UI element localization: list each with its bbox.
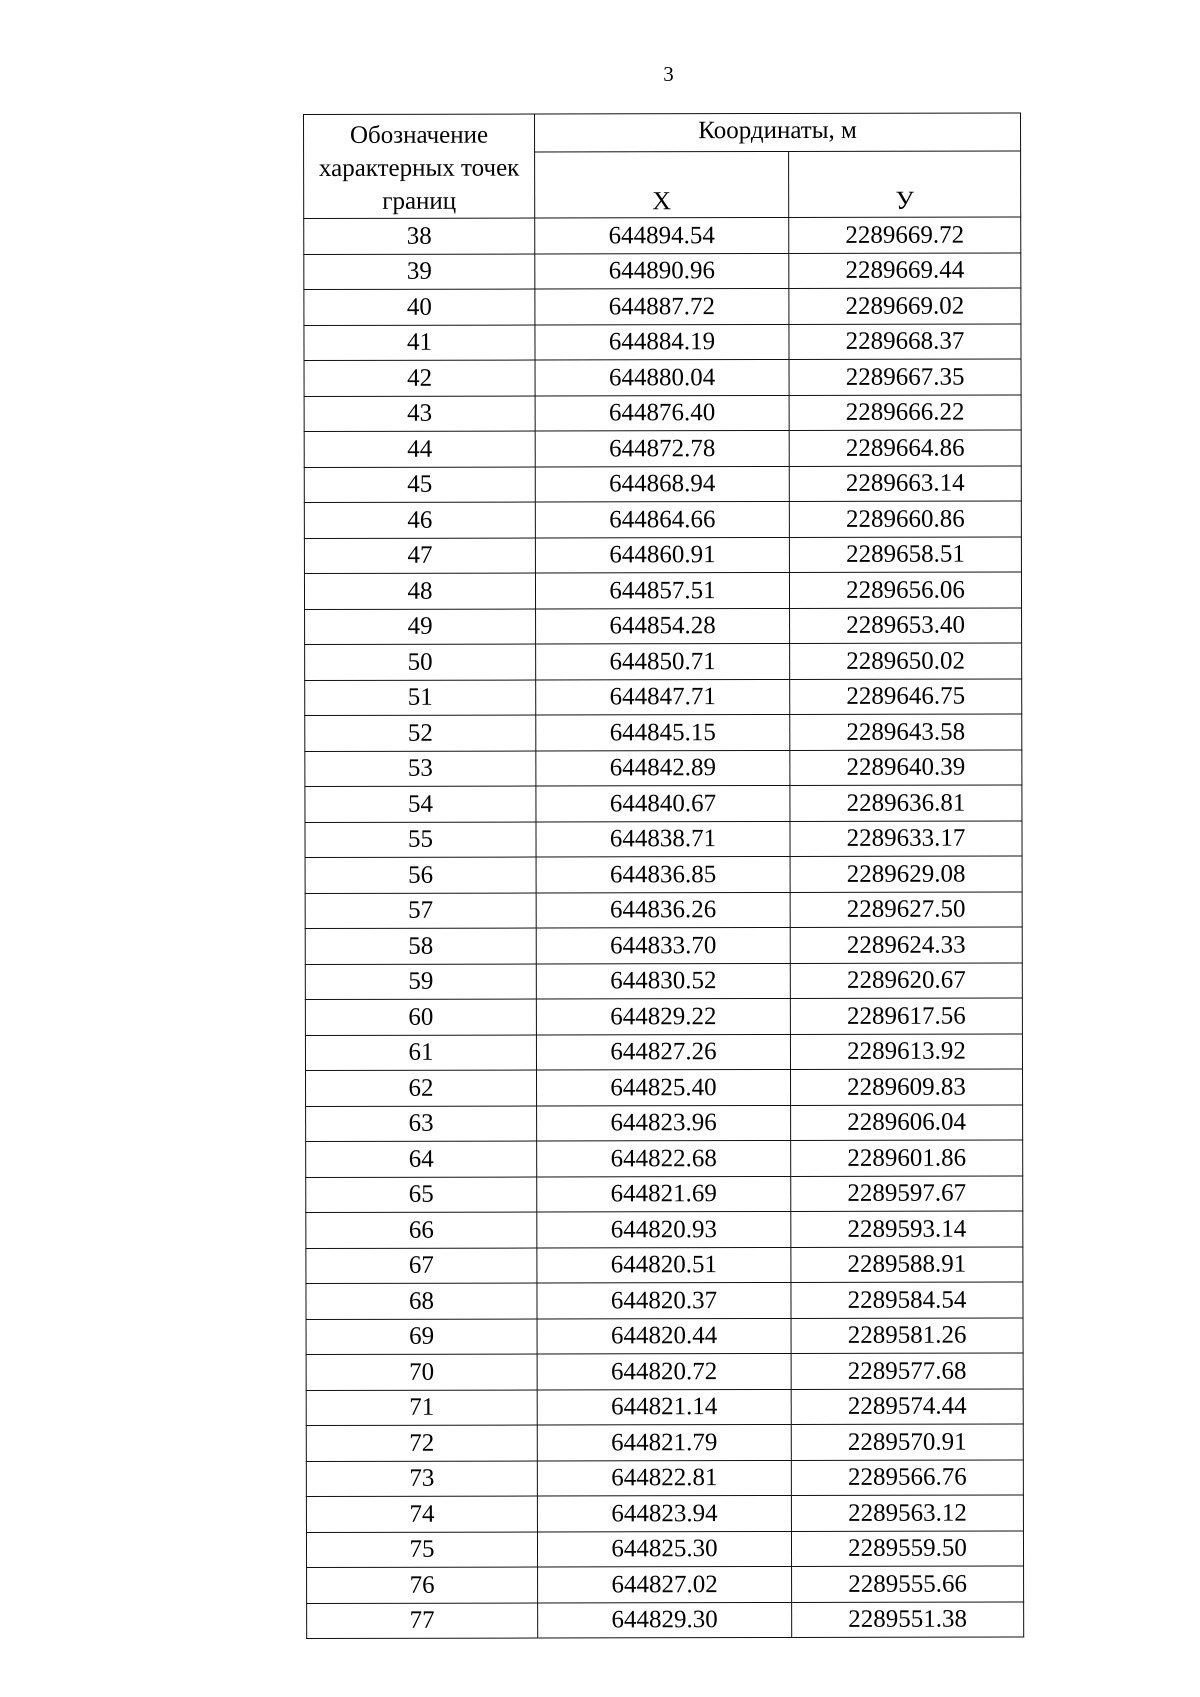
x-coordinate-cell: 644884.19 <box>535 324 789 360</box>
x-coordinate-cell: 644825.30 <box>537 1531 791 1567</box>
x-coordinate-cell: 644880.04 <box>535 359 789 395</box>
point-number-cell: 43 <box>304 396 535 432</box>
point-number-cell: 68 <box>306 1283 537 1319</box>
y-coordinate-cell: 2289668.37 <box>789 323 1021 359</box>
point-number-cell: 58 <box>305 928 536 964</box>
table-row <box>307 1601 1024 1638</box>
y-coordinate-cell: 2289563.12 <box>791 1495 1023 1531</box>
y-coordinate-cell: 2289584.54 <box>791 1282 1023 1318</box>
y-coordinate-cell: 2289551.38 <box>792 1601 1024 1637</box>
coordinates-header: Координаты, м <box>535 113 1021 152</box>
table-row <box>306 1140 1023 1177</box>
point-number-cell: 42 <box>304 360 535 396</box>
y-coordinate-cell: 2289581.26 <box>791 1317 1023 1353</box>
x-coordinate-cell: 644820.72 <box>537 1353 791 1389</box>
table-row <box>306 1069 1023 1106</box>
table-row <box>306 1353 1023 1390</box>
y-coordinate-cell: 2289669.02 <box>789 288 1021 324</box>
x-coordinate-cell: 644887.72 <box>535 288 789 324</box>
point-number-cell: 72 <box>306 1425 537 1461</box>
x-coordinate-cell: 644872.78 <box>535 430 789 466</box>
point-number-cell: 71 <box>306 1390 537 1426</box>
table-row <box>305 749 1022 786</box>
x-coordinate-cell: 644820.93 <box>537 1211 791 1247</box>
point-number-cell: 76 <box>307 1567 538 1603</box>
y-coordinate-cell: 2289574.44 <box>791 1388 1023 1424</box>
y-coordinate-header: У <box>789 151 1021 217</box>
y-coordinate-cell: 2289577.68 <box>791 1353 1023 1389</box>
point-number-cell: 56 <box>305 857 536 893</box>
point-number-cell: 39 <box>304 254 535 290</box>
y-coordinate-cell: 2289609.83 <box>791 1069 1023 1105</box>
y-coordinate-cell: 2289629.08 <box>790 856 1022 892</box>
y-coordinate-cell: 2289617.56 <box>790 998 1022 1034</box>
table-row <box>305 643 1022 680</box>
table-row <box>304 394 1021 431</box>
point-number-cell: 49 <box>305 609 536 645</box>
point-number-cell: 65 <box>306 1177 537 1213</box>
y-coordinate-cell: 2289658.51 <box>789 536 1021 572</box>
point-number-cell: 57 <box>305 893 536 929</box>
point-designation-header: Обозначение характерных точек границ <box>304 114 535 218</box>
table-row <box>305 714 1022 751</box>
x-coordinate-cell: 644860.91 <box>535 537 789 573</box>
y-coordinate-cell: 2289606.04 <box>791 1104 1023 1140</box>
x-coordinate-cell: 644823.96 <box>537 1105 791 1141</box>
y-coordinate-cell: 2289570.91 <box>791 1424 1023 1460</box>
x-coordinate-cell: 644827.02 <box>538 1566 792 1602</box>
y-coordinate-cell: 2289650.02 <box>790 643 1022 679</box>
point-number-cell: 77 <box>307 1603 538 1639</box>
table-row <box>304 501 1021 538</box>
x-coordinate-cell: 644821.14 <box>537 1389 791 1425</box>
table-row <box>305 607 1022 644</box>
x-coordinate-cell: 644845.15 <box>536 714 790 750</box>
table-row <box>305 962 1022 999</box>
x-coordinate-cell: 644825.40 <box>537 1069 791 1105</box>
table-row <box>306 1317 1023 1354</box>
table-row <box>305 785 1022 822</box>
table-row <box>306 1246 1023 1283</box>
table-row <box>305 891 1022 928</box>
table-row <box>306 1104 1023 1141</box>
y-coordinate-cell: 2289656.06 <box>789 572 1021 608</box>
point-number-cell: 63 <box>306 1106 537 1142</box>
point-number-cell: 54 <box>305 786 536 822</box>
point-number-cell: 70 <box>306 1354 537 1390</box>
x-coordinate-header: X <box>535 152 789 218</box>
y-coordinate-cell: 2289669.44 <box>789 252 1021 288</box>
x-coordinate-cell: 644827.26 <box>536 1034 790 1070</box>
table-row <box>304 252 1021 289</box>
point-number-cell: 55 <box>305 822 536 858</box>
point-number-cell: 40 <box>304 289 535 325</box>
point-number-cell: 44 <box>304 431 535 467</box>
y-coordinate-cell: 2289593.14 <box>791 1211 1023 1247</box>
y-coordinate-cell: 2289627.50 <box>790 891 1022 927</box>
x-coordinate-cell: 644820.51 <box>537 1247 791 1283</box>
x-coordinate-cell: 644829.30 <box>538 1602 792 1638</box>
x-coordinate-cell: 644821.69 <box>537 1176 791 1212</box>
y-coordinate-cell: 2289597.67 <box>791 1175 1023 1211</box>
table-row <box>305 1033 1022 1070</box>
point-number-cell: 66 <box>306 1212 537 1248</box>
y-coordinate-cell: 2289640.39 <box>790 749 1022 785</box>
y-coordinate-cell: 2289653.40 <box>790 607 1022 643</box>
x-coordinate-cell: 644854.28 <box>536 608 790 644</box>
point-number-cell: 60 <box>305 999 536 1035</box>
page-number: 3 <box>663 62 674 86</box>
table-row <box>305 856 1022 893</box>
point-number-cell: 51 <box>305 680 536 716</box>
y-coordinate-cell: 2289667.35 <box>789 359 1021 395</box>
point-number-cell: 61 <box>305 1035 536 1071</box>
point-number-cell: 67 <box>306 1248 537 1284</box>
y-coordinate-cell: 2289663.14 <box>789 465 1021 501</box>
y-coordinate-cell: 2289643.58 <box>790 714 1022 750</box>
table-row <box>304 288 1021 325</box>
table-row <box>305 820 1022 857</box>
table-row <box>304 359 1021 396</box>
x-coordinate-cell: 644850.71 <box>536 643 790 679</box>
y-coordinate-cell: 2289636.81 <box>790 785 1022 821</box>
table-row <box>306 1211 1023 1248</box>
table-row <box>306 1388 1023 1425</box>
y-coordinate-cell: 2289559.50 <box>791 1530 1023 1566</box>
point-number-cell: 52 <box>305 715 536 751</box>
point-number-cell: 45 <box>304 467 535 503</box>
x-coordinate-cell: 644823.94 <box>537 1495 791 1531</box>
x-coordinate-cell: 644857.51 <box>535 572 789 608</box>
x-coordinate-cell: 644838.71 <box>536 821 790 857</box>
y-coordinate-cell: 2289620.67 <box>790 962 1022 998</box>
y-coordinate-cell: 2289666.22 <box>789 394 1021 430</box>
x-coordinate-cell: 644894.54 <box>535 217 789 253</box>
point-number-cell: 64 <box>306 1141 537 1177</box>
point-number-cell: 38 <box>304 218 535 254</box>
point-number-cell: 48 <box>304 573 535 609</box>
table-body <box>304 217 1024 1638</box>
point-number-cell: 50 <box>305 644 536 680</box>
point-number-cell: 69 <box>306 1319 537 1355</box>
table-row <box>305 927 1022 964</box>
table-row <box>304 323 1021 360</box>
x-coordinate-cell: 644868.94 <box>535 466 789 502</box>
point-number-cell: 75 <box>306 1532 537 1568</box>
table-row <box>304 465 1021 502</box>
x-coordinate-cell: 644821.79 <box>537 1424 791 1460</box>
y-coordinate-cell: 2289664.86 <box>789 430 1021 466</box>
y-coordinate-cell: 2289566.76 <box>791 1459 1023 1495</box>
y-coordinate-cell: 2289633.17 <box>790 820 1022 856</box>
table-row <box>304 430 1021 467</box>
table-row <box>306 1495 1023 1532</box>
point-number-cell: 47 <box>304 538 535 574</box>
table-row <box>306 1175 1023 1212</box>
y-coordinate-cell: 2289613.92 <box>790 1033 1022 1069</box>
table-row <box>305 998 1022 1035</box>
table-row <box>304 217 1021 254</box>
point-number-cell: 62 <box>306 1070 537 1106</box>
y-coordinate-cell: 2289660.86 <box>789 501 1021 537</box>
x-coordinate-cell: 644822.68 <box>537 1140 791 1176</box>
x-coordinate-cell: 644820.44 <box>537 1318 791 1354</box>
coordinates-table <box>303 112 1024 1639</box>
point-number-cell: 59 <box>305 964 536 1000</box>
y-coordinate-cell: 2289669.72 <box>789 217 1021 253</box>
x-coordinate-cell: 644890.96 <box>535 253 789 289</box>
point-number-cell: 74 <box>306 1496 537 1532</box>
point-number-cell: 53 <box>305 751 536 787</box>
x-coordinate-cell: 644822.81 <box>537 1460 791 1496</box>
table-row <box>305 678 1022 715</box>
y-coordinate-cell: 2289555.66 <box>792 1566 1024 1602</box>
x-coordinate-cell: 644829.22 <box>536 998 790 1034</box>
table-header-row-1 <box>304 113 1021 153</box>
table-row <box>306 1282 1023 1319</box>
y-coordinate-cell: 2289601.86 <box>791 1140 1023 1176</box>
x-coordinate-cell: 644840.67 <box>536 785 790 821</box>
table-row <box>304 572 1021 609</box>
x-coordinate-cell: 644847.71 <box>536 679 790 715</box>
x-coordinate-cell: 644830.52 <box>536 963 790 999</box>
table-row <box>306 1530 1023 1567</box>
y-coordinate-cell: 2289646.75 <box>790 678 1022 714</box>
table-row <box>304 536 1021 573</box>
point-number-cell: 73 <box>306 1461 537 1497</box>
x-coordinate-cell: 644833.70 <box>536 927 790 963</box>
x-coordinate-cell: 644836.26 <box>536 892 790 928</box>
x-coordinate-cell: 644836.85 <box>536 856 790 892</box>
x-coordinate-cell: 644864.66 <box>535 501 789 537</box>
x-coordinate-cell: 644820.37 <box>537 1282 791 1318</box>
table-row <box>307 1566 1024 1603</box>
point-number-cell: 41 <box>304 325 535 361</box>
y-coordinate-cell: 2289624.33 <box>790 927 1022 963</box>
x-coordinate-cell: 644876.40 <box>535 395 789 431</box>
table-row <box>306 1459 1023 1496</box>
y-coordinate-cell: 2289588.91 <box>791 1246 1023 1282</box>
point-number-cell: 46 <box>304 502 535 538</box>
table-row <box>306 1424 1023 1461</box>
x-coordinate-cell: 644842.89 <box>536 750 790 786</box>
table-header <box>304 113 1021 219</box>
